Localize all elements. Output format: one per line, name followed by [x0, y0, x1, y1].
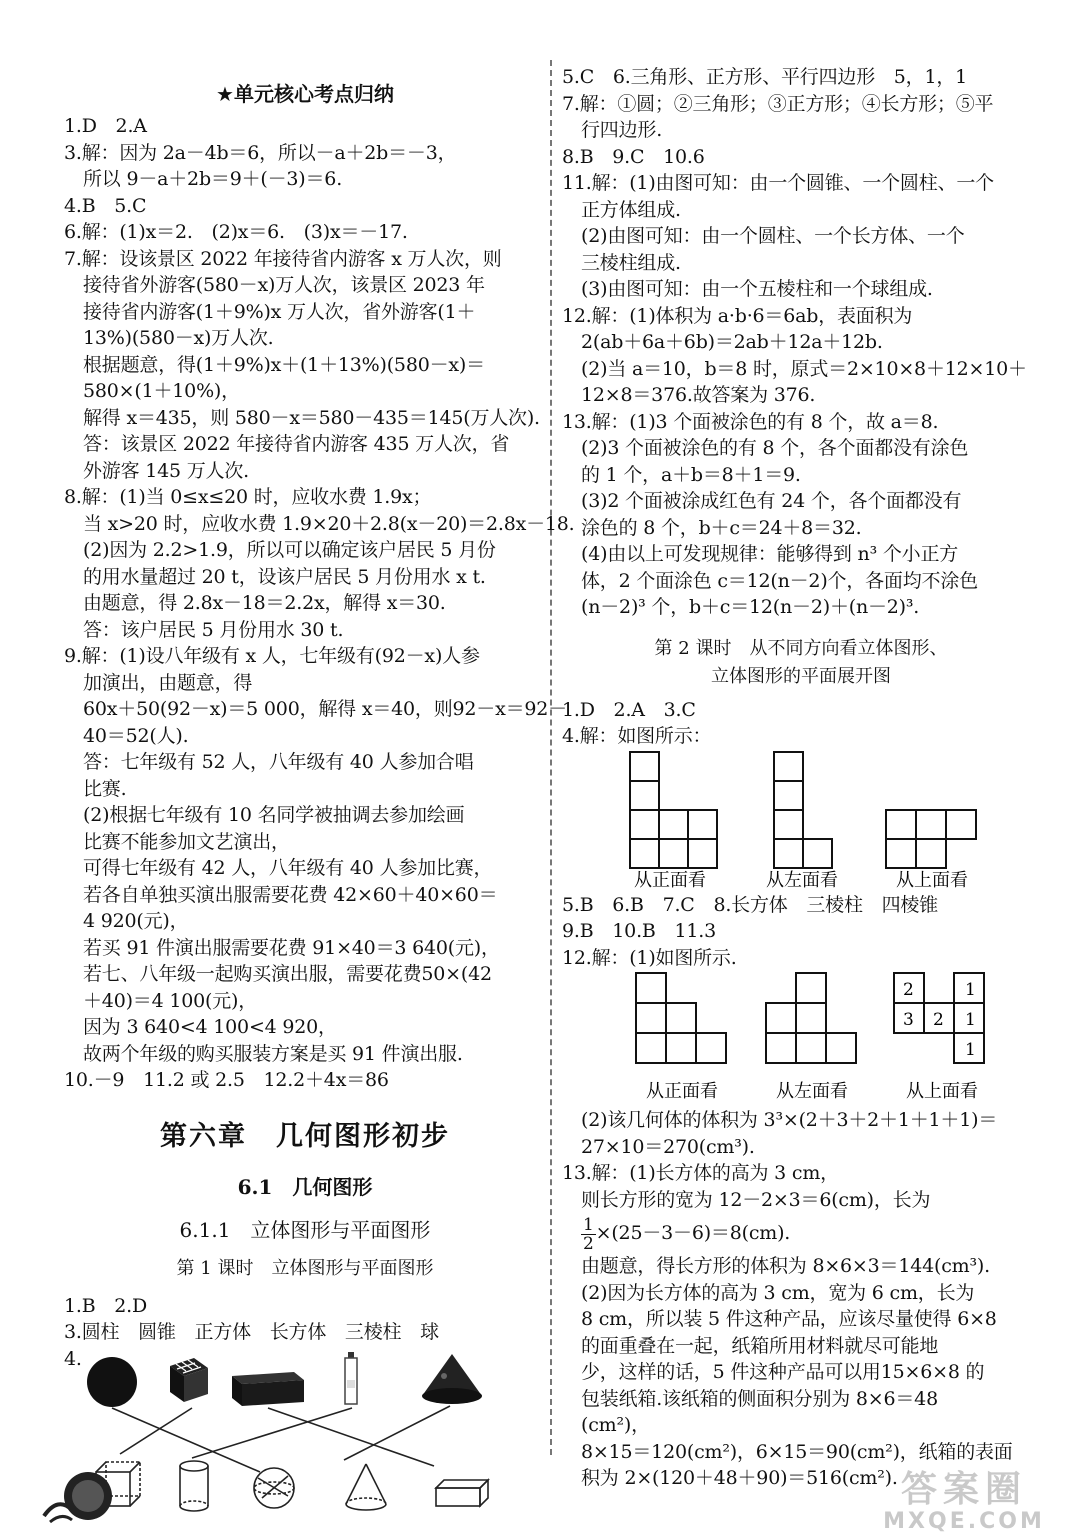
answer-line: 比赛不能参加文艺演出， [83, 830, 290, 853]
cube-count: 1 [965, 980, 976, 1000]
answer-line: 由题意，得 2.8x－18＝2.2x，解得 x＝30. [83, 592, 446, 614]
answer-line: 则长方形的宽为 12－2×3＝6(cm)，长为 [581, 1188, 931, 1211]
ball-icon [87, 1357, 137, 1407]
cuboid-wireframe-icon [436, 1480, 488, 1506]
answer-line: (n－2)³ 个，b＋c＝12(n－2)＋(n－2)³. [581, 596, 920, 618]
cube-count: 3 [903, 1010, 914, 1030]
answer-line: 加演出，由题意，得 [83, 671, 253, 694]
answer-line: 接待省内游客(1＋9%)x 万人次，省外游客(1＋ [83, 300, 476, 323]
answer-line: (2)当 a＝10，b＝8 时，原式＝2×10×8＋12×10＋ [581, 357, 1027, 380]
answer-line: 3.圆柱 圆锥 正方体 长方体 三棱柱 球 [64, 1321, 439, 1343]
answer-line: 8×15＝120(cm²)，6×15＝90(cm²)，纸箱的表面 [581, 1440, 1013, 1463]
answer-line: 40＝52(人). [83, 724, 189, 747]
cube-count: 1 [965, 1010, 976, 1030]
lesson-title-line: 立体图形的平面展开图 [711, 665, 891, 687]
watermark-url: MXQE.COM [883, 1509, 1045, 1534]
answer-list [562, 1253, 1040, 1492]
answer-line: 答：该户居民 5 月份用水 30 t. [83, 618, 344, 641]
left-column [64, 58, 575, 1518]
page-corner-logo-icon [40, 1466, 122, 1528]
watermark [849, 1470, 1079, 1536]
answer-line: 由题意，得长方形的体积为 8×6×3＝144(cm³). [581, 1255, 990, 1277]
answer-line: (2)3 个面被涂色的有 8 个，各个面都没有涂色 [581, 437, 969, 459]
fraction-line [562, 1213, 1040, 1253]
answer-line: 12.解：(1)体积为 a·b·6＝6ab，表面积为 [562, 304, 913, 327]
sphere-wireframe-icon [254, 1468, 294, 1508]
view-label: 从正面看 [634, 869, 706, 891]
fraction-denominator: 2 [583, 1233, 594, 1254]
answer-list [64, 113, 575, 1094]
front-view-grid [636, 973, 726, 1063]
answer-line: 三棱柱组成. [581, 251, 681, 274]
fraction-numerator: 1 [583, 1214, 594, 1235]
left-view-grid [766, 973, 856, 1063]
answer-line: 包装纸箱.该纸箱的侧面积分别为 8×6＝48 [581, 1387, 938, 1410]
answer-line: 27×10＝270(cm³). [581, 1135, 755, 1158]
front-view-grid [630, 752, 717, 868]
answer-line: 13.解：(1)3 个面被涂色的有 8 个，故 a＝8. [562, 410, 939, 433]
answer-line: 60x＋50(92－x)＝5 000，解得 x＝40，则92－x＝92－ [83, 698, 567, 720]
top-view-grid [886, 810, 976, 868]
answer-line: 4.B 5.C [64, 194, 147, 217]
fraction-rest: ×(25－3－6)＝8(cm). [595, 1222, 791, 1244]
answer-line: 5.B 6.B 7.C 8.长方体 三棱柱 四棱锥 [562, 893, 938, 916]
answer-line: 13.解：(1)长方体的高为 3 cm， [562, 1162, 839, 1184]
answer-line: 12.解：(1)如图所示. [562, 946, 737, 969]
answer-line: 1.D 2.A 3.C [562, 698, 696, 721]
answer-line: 体，2 个面涂色 c＝12(n－2)个，各面均不涂色 [581, 569, 978, 592]
answer-line: 若七、八年级一起购买演出服，需要花费50×(42 [83, 963, 492, 985]
answer-line: 外游客 145 万人次. [83, 459, 249, 482]
answer-line: (2)该几何体的体积为 3³×(2＋3＋2＋1＋1＋1)＝ [581, 1109, 998, 1131]
answer-line: 11.解：(1)由图可知：由一个圆锥、一个圆柱、一个 [562, 172, 994, 194]
answer-line: 12×8＝376.故答案为 376. [581, 384, 816, 406]
lesson-title [562, 635, 1040, 691]
view-label: 从上面看 [906, 1081, 978, 1102]
answer-line: 1.B 2.D [64, 1294, 148, 1317]
tube-icon [345, 1352, 357, 1404]
three-views-figure-2 [564, 971, 1004, 1107]
left-view-grid [774, 752, 832, 868]
cube-count: 2 [903, 980, 914, 1000]
answer-line: 若买 91 件演出服需要花费 91×40＝3 640(元)， [83, 936, 500, 959]
answer-line: 可得七年级有 42 人，八年级有 40 人参加比赛， [83, 857, 493, 879]
answer-line: (2)因为长方体的高为 3 cm，宽为 6 cm，长为 [581, 1281, 975, 1304]
section-title: 6.1 几何图形 [237, 1174, 373, 1199]
answer-line: 根据题意，得(1＋9%)x＋(1＋13%)(580－x)＝ [83, 353, 485, 376]
answer-line: 行四边形. [581, 119, 663, 141]
answer-list [562, 64, 1040, 621]
cone-icon [422, 1354, 482, 1404]
answer-line: 比赛. [83, 777, 127, 800]
cone-wireframe-icon [346, 1464, 386, 1510]
answer-line: 的面重叠在一起，纸箱所用材料就尽可能地 [581, 1334, 939, 1357]
three-views-figure-1 [564, 750, 1004, 892]
answer-line: 故两个年级的购买服装方案是买 91 件演出服. [83, 1042, 463, 1065]
answer-line: 7.解：设该景区 2022 年接待省内游客 x 万人次，则 [64, 247, 502, 270]
solid-matching-figure [82, 1346, 522, 1518]
view-label: 从正面看 [646, 1081, 718, 1102]
answer-line: (3)2 个面被涂成红色有 24 个，各个面都没有 [581, 490, 962, 512]
answer-list [562, 1107, 1040, 1213]
fraction [581, 1216, 596, 1253]
answer-line: (4)由以上可发现规律：能够得到 n³ 个小正方 [581, 543, 959, 565]
chapter-title: 第六章 几何图形初步 [160, 1120, 450, 1152]
answer-line: 积为 2×(120＋48＋90)＝516(cm²). [581, 1467, 898, 1489]
view-label: 从上面看 [896, 869, 968, 891]
answer-line: 4.解：如图所示： [562, 725, 712, 747]
answer-line: (3)由图可知：由一个五棱柱和一个球组成. [581, 278, 933, 300]
answer-line: 因为 3 640<4 100<4 920， [83, 1016, 337, 1038]
answer-line: 9.B 10.B 11.3 [562, 920, 716, 942]
answer-line: 的 1 个，a＋b＝8＋1＝9. [581, 463, 801, 486]
view-label: 从左面看 [766, 869, 838, 891]
answer-list [562, 697, 1040, 750]
answer-line: 涂色的 8 个，b＋c＝24＋8＝32. [581, 516, 862, 539]
answer-line: 10.－9 11.2 或 2.5 12.2＋4x＝86 [64, 1069, 389, 1091]
answer-line: ＋40)＝4 100(元)， [83, 989, 258, 1012]
lesson-title-line: 第 2 课时 从不同方向看立体图形、 [654, 637, 948, 659]
answer-line: 少，这样的话，5 件这种产品可以用15×6×8 的 [581, 1361, 985, 1383]
answer-line: (2)因为 2.2>1.9，所以可以确定该户居民 5 月份 [83, 539, 496, 561]
answer-line: 580×(1＋10%)， [83, 380, 240, 402]
answer-line: 9.解：(1)设八年级有 x 人，七年级有(92－x)人参 [64, 645, 480, 667]
answer-line: 6.解：(1)x＝2. (2)x＝6. (3)x＝－17. [64, 221, 408, 243]
answer-line: 的用水量超过 20 t，设该户居民 5 月份用水 x t. [83, 565, 486, 588]
answer-line: 当 x>20 时，应收水费 1.9×20＋2.8(x－20)＝2.8x－18. [83, 512, 575, 535]
unit-summary-heading: ★单元核心考点归纳 [216, 82, 394, 106]
box-icon [232, 1372, 304, 1406]
answer-line: (2)根据七年级有 10 名同学被抽调去参加绘画 [83, 804, 465, 826]
answer-line: 4. [64, 1347, 82, 1370]
answer-line: 8.B 9.C 10.6 [562, 145, 705, 168]
answer-line: 5.C 6.三角形、正方形、平行四边形 5，1，1 [562, 66, 968, 88]
answer-line: 所以 9－a＋2b＝9＋(－3)＝6. [83, 168, 343, 190]
answer-line: 7.解：①圆；②三角形；③正方形；④长方形；⑤平 [562, 92, 994, 115]
answer-line: 接待省外游客(580－x)万人次，该景区 2023 年 [83, 274, 485, 296]
answer-line: 3.解：因为 2a－4b＝6，所以－a＋2b＝－3， [64, 141, 457, 164]
lesson-title: 第 1 课时 立体图形与平面图形 [176, 1257, 434, 1279]
answer-line: 答：该景区 2022 年接待省内游客 435 万人次，省 [83, 433, 510, 455]
answer-line: (cm²)， [581, 1414, 650, 1436]
answer-line: 13%)(580－x)万人次. [83, 327, 274, 349]
cube-puzzle-icon [170, 1358, 208, 1402]
answer-line: 8 cm，所以装 5 件这种产品，应该尽量使得 6×8 [581, 1308, 997, 1330]
answer-line: 4 920(元)， [83, 910, 189, 932]
cube-count: 1 [965, 1040, 976, 1060]
answer-list [562, 892, 1040, 972]
subsection-title: 6.1.1 立体图形与平面图形 [179, 1217, 431, 1242]
cylinder-wireframe-icon [180, 1461, 208, 1511]
column-divider [550, 60, 552, 1455]
right-column [562, 64, 1040, 1492]
view-label: 从左面看 [776, 1081, 848, 1102]
answer-line: 若各自单独买演出服需要花费 42×60＋40×60＝ [83, 883, 498, 906]
answer-line: 8.解：(1)当 0≤x≤20 时，应收水费 1.9x； [64, 486, 432, 508]
answer-line: 答：七年级有 52 人，八年级有 40 人参加合唱 [83, 751, 474, 773]
answer-line: (2)由图可知：由一个圆柱、一个长方体、一个 [581, 225, 965, 247]
answer-line: 解得 x＝435，则 580－x＝580－435＝145(万人次). [83, 406, 540, 429]
answer-line: 正方体组成. [581, 198, 681, 221]
answer-line: 2(ab＋6a＋6b)＝2ab＋12a＋12b. [581, 331, 883, 353]
watermark-text: 答案圈 [900, 1469, 1027, 1510]
cube-count: 2 [933, 1010, 944, 1030]
answer-line: 1.D 2.A [64, 115, 147, 137]
